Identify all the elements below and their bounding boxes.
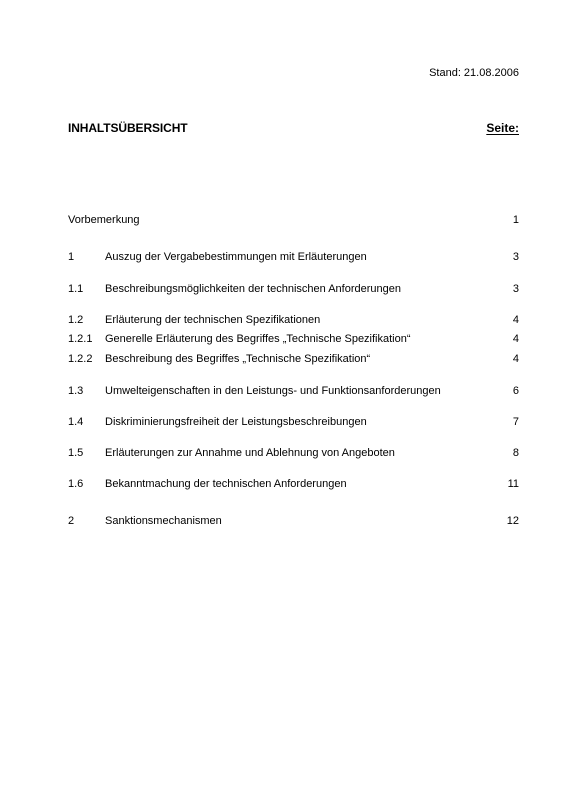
toc-entry-title: Erläuterungen zur Annahme und Ablehnung von Angeboten (105, 447, 395, 459)
toc-entry-number: 1.5 (68, 447, 84, 459)
toc-entry-page: 4 (512, 333, 519, 345)
toc-entry-number: 1.4 (68, 416, 84, 428)
toc-entry-page: 8 (512, 447, 519, 459)
toc-entry-1-2-2 (68, 353, 519, 369)
toc-entry-page: 7 (512, 416, 519, 428)
date-stamp: Stand: 21.08.2006 (429, 67, 519, 79)
toc-entry-1-3 (68, 385, 519, 401)
toc-entry-title: Diskriminierungsfreiheit der Leistungsbeschreibungen (105, 416, 367, 428)
toc-entry-title: Beschreibung des Begriffes „Technische Spezifikation“ (105, 353, 371, 365)
toc-entry-1-5 (68, 447, 519, 463)
toc-entry-2 (68, 515, 519, 531)
toc-entry-1-6 (68, 478, 519, 494)
toc-entry-title: Erläuterung der technischen Spezifikationen (105, 314, 321, 326)
toc-entry-number: 1 (68, 251, 75, 263)
toc-entry-1 (68, 251, 519, 267)
toc-entry-number: 1.2 (68, 314, 84, 326)
toc-entry-page: 4 (512, 314, 519, 326)
toc-entry-title: Vorbemerkung (68, 214, 140, 226)
toc-entry-1-2-1 (68, 333, 519, 349)
toc-heading: INHALTSÜBERSICHT (68, 121, 188, 135)
toc-entry-1-2 (68, 314, 519, 330)
page-column-label: Seite: (486, 121, 519, 135)
toc-entry-number: 1.2.1 (68, 333, 93, 345)
toc-entry-vorbemerkung (68, 214, 519, 230)
toc-entry-page: 1 (512, 214, 519, 226)
toc-entry-title: Umwelteigenschaften in den Leistungs- und Funktionsanforderungen (105, 385, 441, 397)
toc-entry-title: Beschreibungsmöglichkeiten der technischen Anforderungen (105, 283, 401, 295)
toc-entry-page: 3 (512, 251, 519, 263)
toc-entry-number: 1.1 (68, 283, 84, 295)
toc-entry-title: Sanktionsmechanismen (105, 515, 222, 527)
toc-entry-number: 2 (68, 515, 75, 527)
toc-entry-title: Bekanntmachung der technischen Anforderungen (105, 478, 347, 490)
toc-entry-page: 6 (512, 385, 519, 397)
toc-entry-1-1 (68, 283, 519, 299)
toc-entry-page: 11 (507, 478, 519, 490)
toc-entry-title: Generelle Erläuterung des Begriffes „Technische Spezifikation“ (105, 333, 411, 345)
toc-entry-page: 12 (506, 515, 519, 527)
toc-entry-title: Auszug der Vergabebestimmungen mit Erläuterungen (105, 251, 367, 263)
toc-entry-page: 3 (512, 283, 519, 295)
toc-entry-number: 1.6 (68, 478, 84, 490)
toc-entry-number: 1.3 (68, 385, 84, 397)
toc-entry-1-4 (68, 416, 519, 432)
toc-entry-number: 1.2.2 (68, 353, 93, 365)
toc-entry-page: 4 (512, 353, 519, 365)
